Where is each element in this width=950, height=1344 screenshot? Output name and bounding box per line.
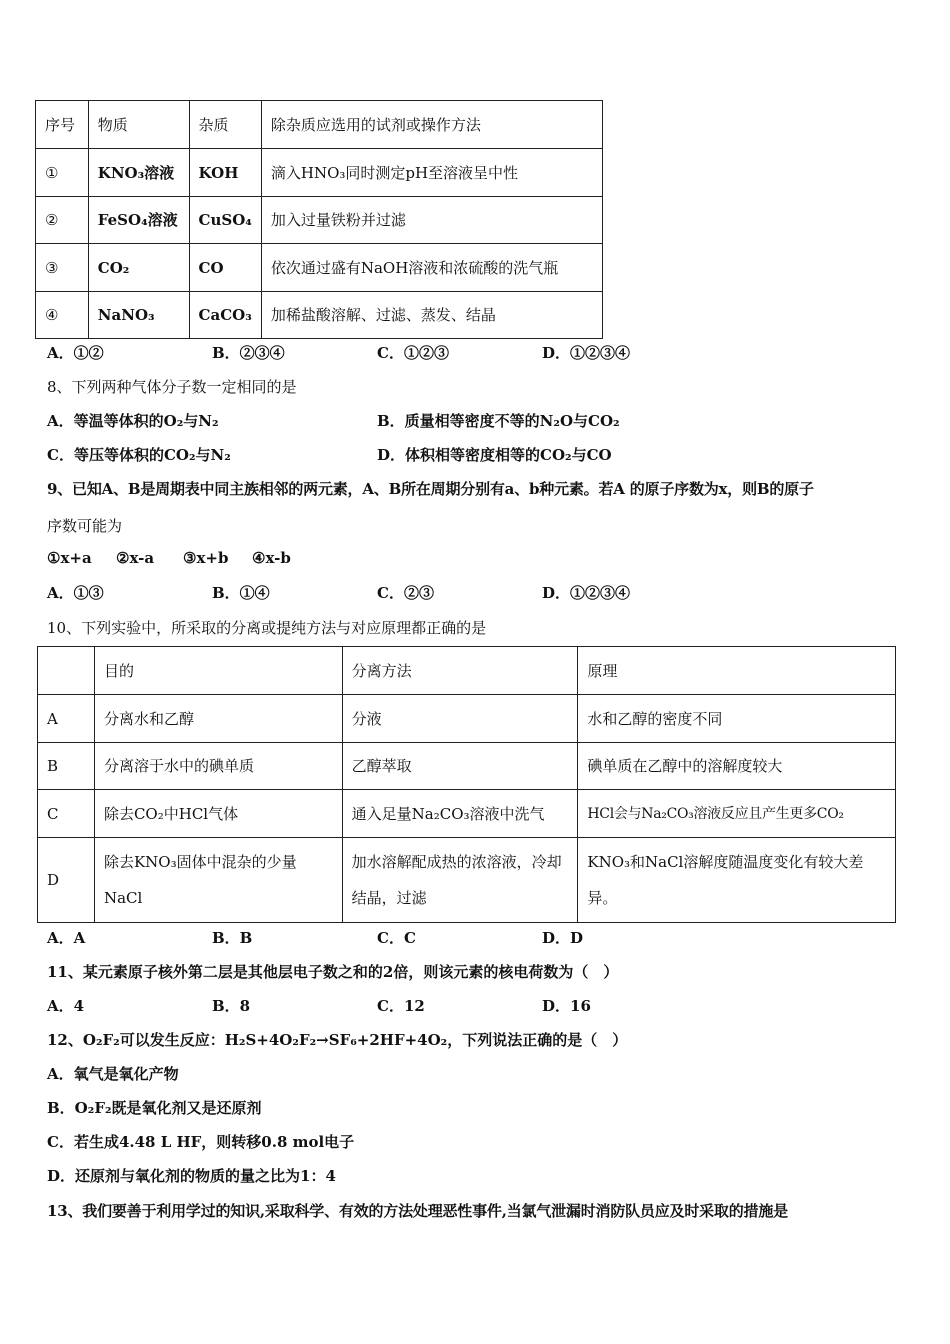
q11-option-a[interactable]: A．4: [47, 997, 85, 1015]
q11-stem: 11、某元素原子核外第二层是其他层电子数之和的2倍，则该元素的核电荷数为（ ）: [47, 963, 619, 981]
q8-option-d[interactable]: D．体积相等密度相等的CO₂与CO: [377, 446, 612, 464]
table-cell: ③: [36, 244, 89, 292]
separation-table: [37, 646, 896, 923]
table-cell: 分离水和乙醇: [94, 695, 342, 743]
q9-option-c[interactable]: C．②③: [377, 584, 434, 602]
q7-option-a[interactable]: A．①②: [47, 344, 104, 362]
table-cell: CaCO₃: [189, 292, 261, 339]
table-cell: FeSO₄溶液: [88, 197, 189, 244]
table-cell: KNO₃溶液: [88, 149, 189, 197]
table-row: [36, 197, 603, 244]
q12-option-d[interactable]: D．还原剂与氧化剂的物质的量之比为1：4: [47, 1167, 336, 1185]
table-row: [38, 838, 896, 923]
q13-stem: 13、我们要善于利用学过的知识,采取科学、有效的方法处理恶性事件,当氯气泄漏时消防队员应及时采取的措施是: [47, 1202, 788, 1220]
q8-stem: 8、下列两种气体分子数一定相同的是: [47, 378, 297, 396]
table-cell: NaNO₃: [88, 292, 189, 339]
table-cell: KNO₃和NaCl溶解度随温度变化有较大差异。: [578, 838, 896, 923]
header-cell: 杂质: [189, 101, 261, 149]
q9-option-b[interactable]: B．①④: [212, 584, 270, 602]
table-cell: C: [38, 790, 95, 838]
table-row: [38, 695, 896, 743]
table-cell: B: [38, 743, 95, 790]
table-cell: 除去KNO₃固体中混杂的少量NaCl: [94, 838, 342, 923]
header-cell: 目的: [94, 647, 342, 695]
table-header-row: [38, 647, 896, 695]
q9-choice-2: ②x-a: [116, 549, 155, 567]
header-cell: 分离方法: [342, 647, 578, 695]
table-cell: 分离溶于水中的碘单质: [94, 743, 342, 790]
table-cell: CO₂: [88, 244, 189, 292]
table-cell: 加水溶解配成热的浓溶液，冷却结晶，过滤: [342, 838, 578, 923]
q12-option-b[interactable]: B．O₂F₂既是氧化剂又是还原剂: [47, 1099, 262, 1117]
table-cell: CuSO₄: [189, 197, 261, 244]
q8-option-b[interactable]: B．质量相等密度不等的N₂O与CO₂: [377, 412, 620, 430]
table-row: [38, 790, 896, 838]
table-cell: 碘单质在乙醇中的溶解度较大: [578, 743, 896, 790]
table-cell: ①: [36, 149, 89, 197]
table-row: [38, 743, 896, 790]
table-cell: ④: [36, 292, 89, 339]
q9-option-d[interactable]: D．①②③④: [542, 584, 631, 602]
q10-option-b[interactable]: B．B: [212, 929, 253, 947]
q10-option-a[interactable]: A．A: [47, 929, 86, 947]
q11-option-d[interactable]: D．16: [542, 997, 591, 1015]
q11-option-b[interactable]: B．8: [212, 997, 251, 1015]
table-cell: 水和乙醇的密度不同: [578, 695, 896, 743]
table-cell: 乙醇萃取: [342, 743, 578, 790]
table-cell: 依次通过盛有NaOH溶液和浓硫酸的洗气瓶: [261, 244, 602, 292]
q9-choice-4: ④x-b: [252, 549, 291, 567]
q10-option-c[interactable]: C．C: [377, 929, 416, 947]
table-cell: D: [38, 838, 95, 923]
table-row: [36, 292, 603, 339]
q7-option-c[interactable]: C．①②③: [377, 344, 449, 362]
q10-stem: 10、下列实验中，所采取的分离或提纯方法与对应原理都正确的是: [47, 619, 487, 637]
table-row: [36, 244, 603, 292]
q8-option-a[interactable]: A．等温等体积的O₂与N₂: [47, 412, 219, 430]
table-cell: 加入过量铁粉并过滤: [261, 197, 602, 244]
table-cell: 除去CO₂中HCl气体: [94, 790, 342, 838]
table-cell: A: [38, 695, 95, 743]
header-cell: [38, 647, 95, 695]
header-cell: 除杂质应选用的试剂或操作方法: [261, 101, 602, 149]
table-header-row: [36, 101, 603, 149]
table-cell: HCl会与Na₂CO₃溶液反应且产生更多CO₂: [578, 790, 896, 838]
table-cell: KOH: [189, 149, 261, 197]
table-cell: 通入足量Na₂CO₃溶液中洗气: [342, 790, 578, 838]
q12-option-a[interactable]: A．氧气是氧化产物: [47, 1065, 179, 1083]
q9-choice-3: ③x+b: [183, 549, 229, 567]
q9-stem-line1: 9、已知A、B是周期表中同主族相邻的两元素，A、B所在周期分别有a、b种元素。若A 的原子序数为x，则B的原子: [47, 480, 814, 498]
q12-stem: 12、O₂F₂可以发生反应：H₂S+4O₂F₂→SF₆+2HF+4O₂，下列说法正确的是（ ）: [47, 1031, 628, 1049]
header-cell: 原理: [578, 647, 896, 695]
q9-choice-1: ①x+a: [47, 549, 92, 567]
table-cell: 加稀盐酸溶解、过滤、蒸发、结晶: [261, 292, 602, 339]
table-cell: 分液: [342, 695, 578, 743]
q9-stem-line2: 序数可能为: [47, 517, 123, 535]
q9-option-a[interactable]: A．①③: [47, 584, 104, 602]
q7-option-b[interactable]: B．②③④: [212, 344, 285, 362]
table-row: [36, 149, 603, 197]
header-cell: 物质: [88, 101, 189, 149]
q12-option-c[interactable]: C．若生成4.48 L HF，则转移0.8 mol电子: [47, 1133, 355, 1151]
q8-option-c[interactable]: C．等压等体积的CO₂与N₂: [47, 446, 231, 464]
table-cell: CO: [189, 244, 261, 292]
table-cell: 滴入HNO₃同时测定pH至溶液呈中性: [261, 149, 602, 197]
header-cell: 序号: [36, 101, 89, 149]
table-cell: ②: [36, 197, 89, 244]
impurity-table: [35, 100, 603, 339]
q10-option-d[interactable]: D．D: [542, 929, 584, 947]
q7-option-d[interactable]: D．①②③④: [542, 344, 631, 362]
q11-option-c[interactable]: C．12: [377, 997, 425, 1015]
